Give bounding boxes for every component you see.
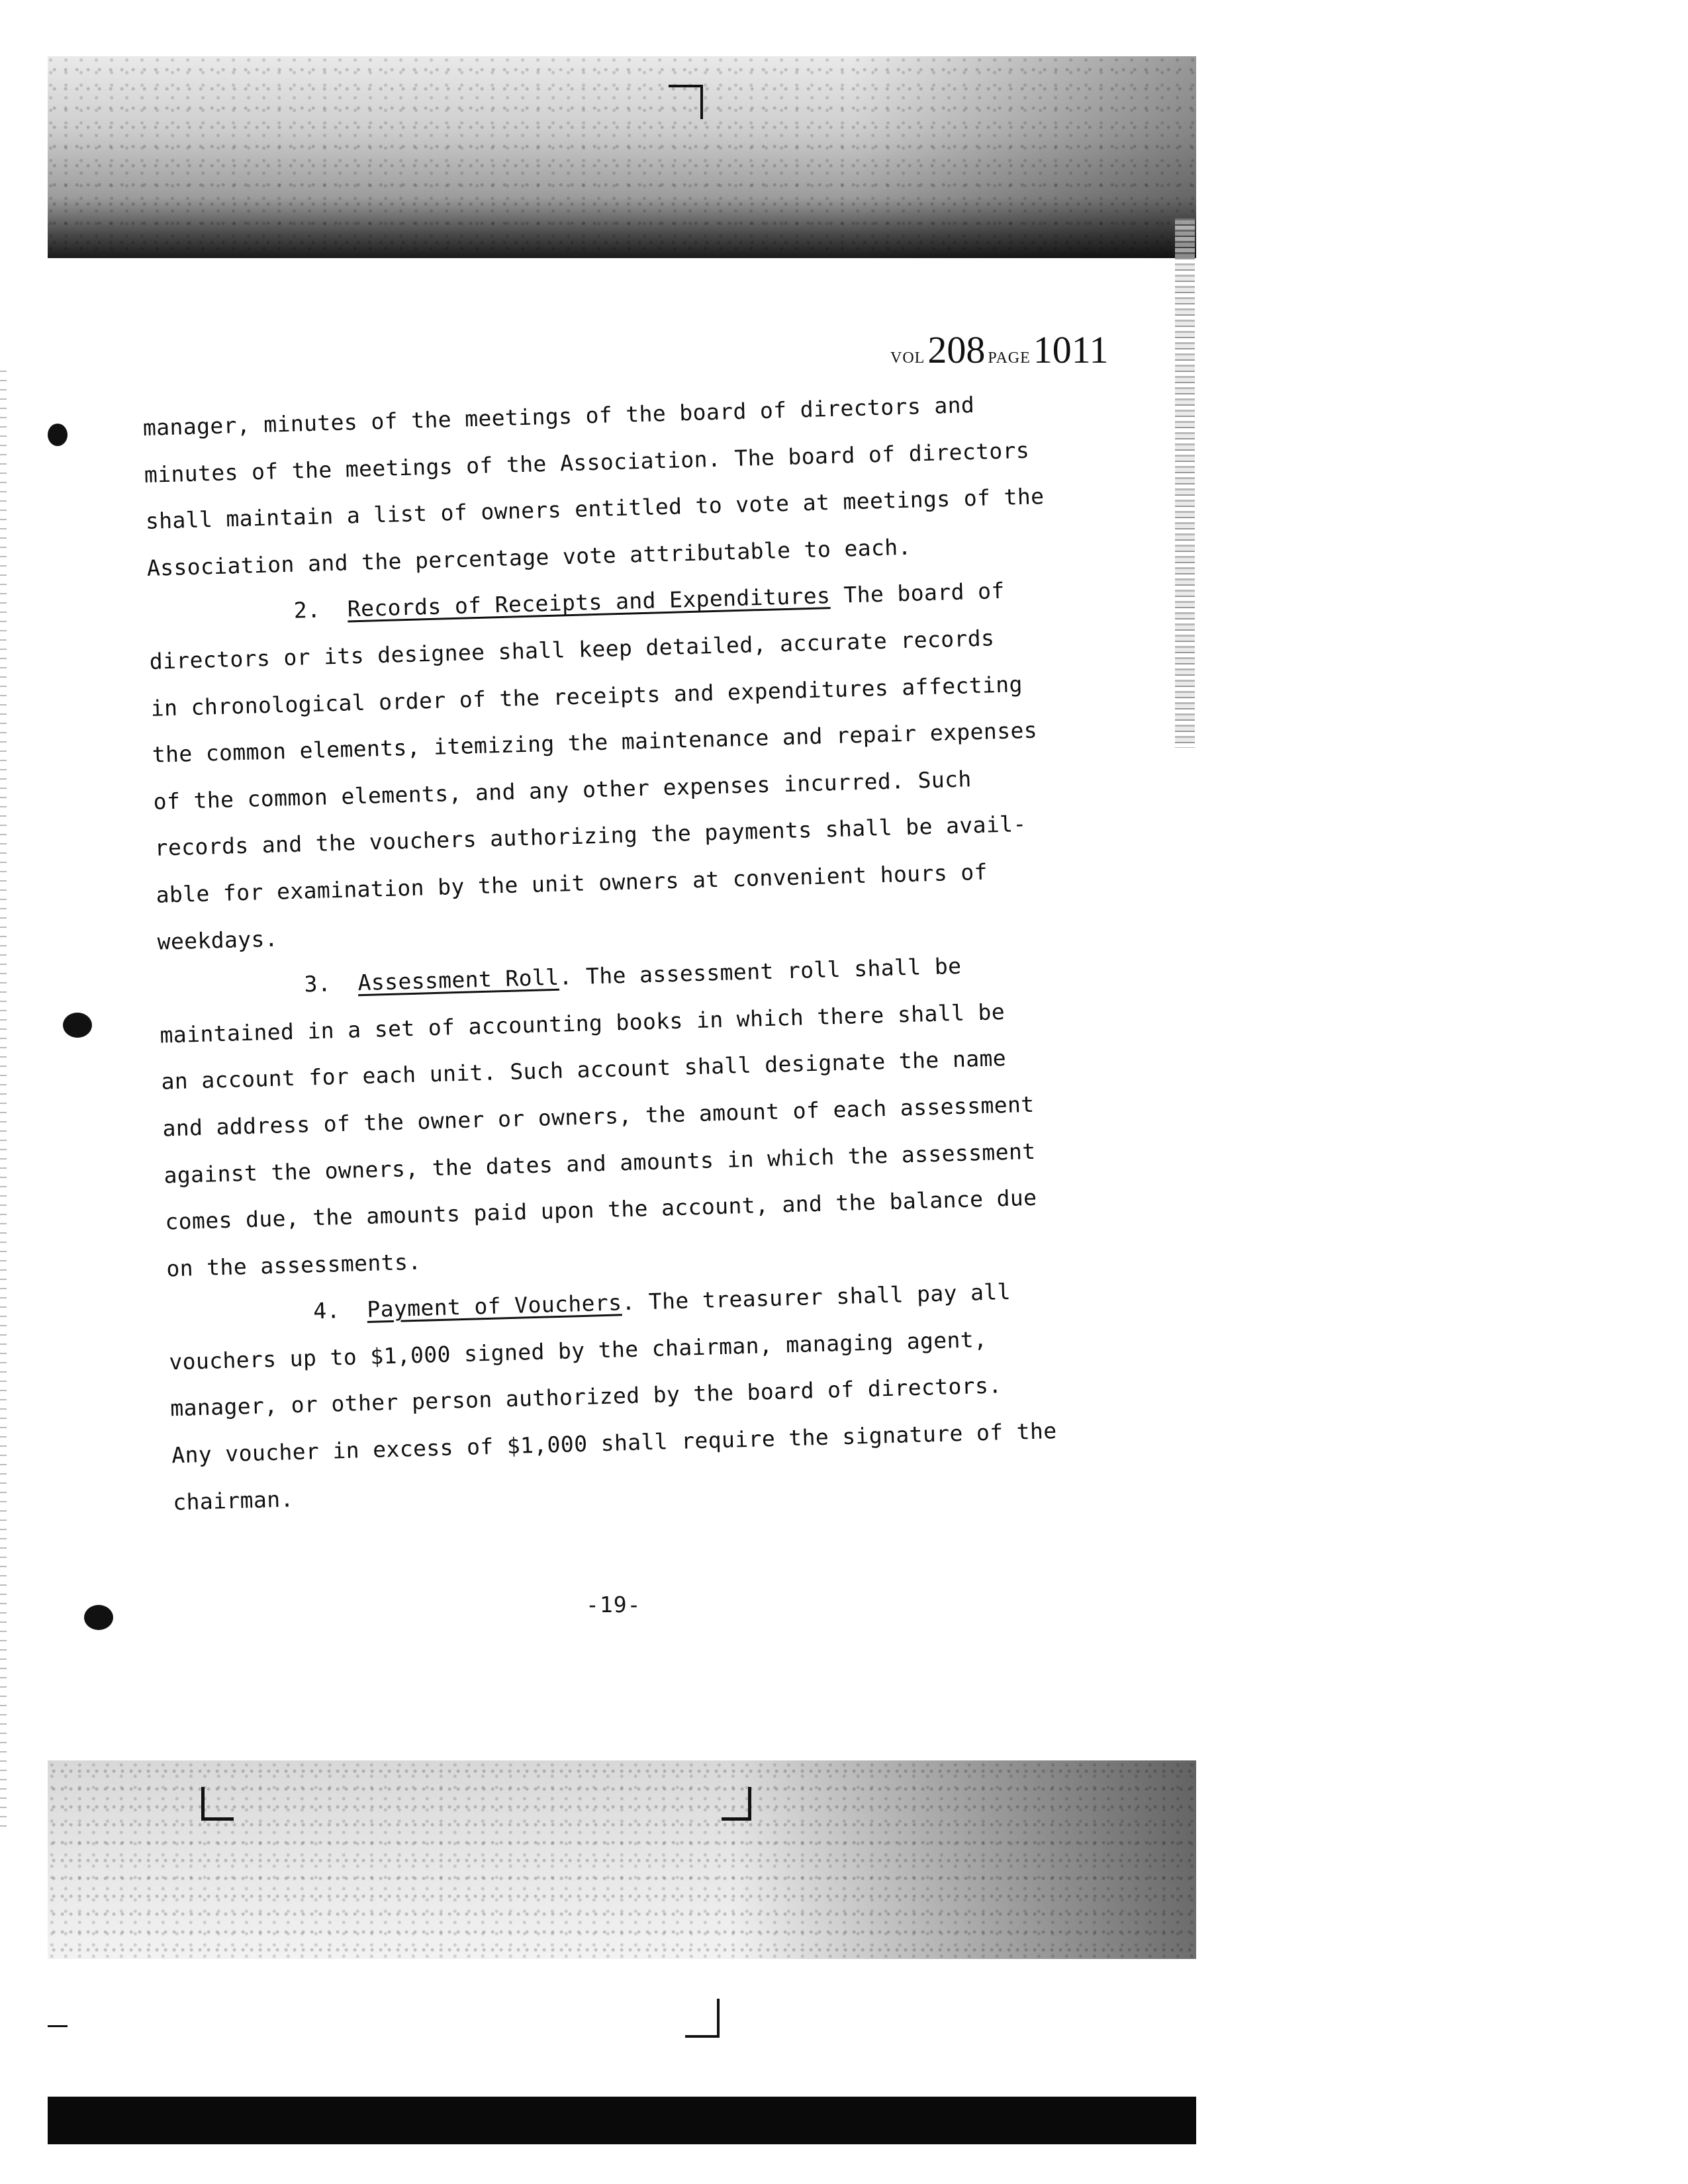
section-records-of-receipts — [148, 565, 1111, 966]
text-line: manager, or other person authorized by the board of directors. — [169, 1372, 1003, 1422]
section-heading: Records of Receipts and Expenditures — [347, 582, 831, 622]
section-heading: Payment of Vouchers — [366, 1289, 622, 1323]
punch-hole-middle — [63, 1013, 92, 1038]
vol-number: 208 — [927, 328, 986, 371]
text-line: against the owners, the dates and amounts in which the assessment — [163, 1138, 1036, 1189]
text-line: on the assessments. — [165, 1248, 422, 1282]
section-number: 4. — [312, 1297, 341, 1324]
scan-noise-top — [48, 56, 1196, 258]
crop-mark-lower — [685, 1999, 720, 2038]
text-line: maintained in a set of accounting books in which there shall be — [160, 998, 1006, 1048]
section-first-line-text: . The treasurer shall pay all — [621, 1279, 1011, 1316]
text-line: able for examination by the unit owners at convenient hours of — [156, 858, 988, 908]
crop-mark-bottom-left — [201, 1787, 234, 1821]
volume-page-stamp — [890, 328, 1109, 374]
intro-paragraph — [142, 379, 1100, 592]
page-number: -19- — [586, 1592, 641, 1617]
crop-mark-bottom-right — [722, 1787, 751, 1821]
text-line: chairman. — [172, 1485, 295, 1516]
text-line: manager, minutes of the meetings of the board of directors and — [142, 391, 975, 441]
scan-black-bar — [48, 2097, 1196, 2144]
text-line: an account for each unit. Such account shall designate the name — [161, 1045, 1007, 1095]
section-assessment-roll — [158, 939, 1120, 1293]
page-edge-shadow — [1175, 218, 1195, 748]
text-line: shall maintain a list of owners entitled to vote at meetings of the — [145, 483, 1045, 535]
crop-mark-top — [669, 85, 703, 119]
text-line: and address of the owner or owners, the amount of each assessment — [162, 1091, 1035, 1142]
text-line: comes due, the amounts paid upon the account, and the balance due — [164, 1184, 1037, 1235]
text-line: the common elements, itemizing the maintenance and repair expenses — [152, 717, 1038, 768]
text-line: minutes of the meetings of the Association. The board of directors — [144, 437, 1030, 488]
punch-hole-bottom — [84, 1605, 113, 1630]
text-line: of the common elements, and any other expenses incurred. Such — [153, 766, 972, 815]
text-line: vouchers up to $1,000 signed by the chairman, managing agent, — [168, 1326, 988, 1375]
document-body — [142, 379, 1127, 1526]
margin-tick — [48, 2025, 68, 2027]
text-line: records and the vouchers authorizing the payments shall be avail- — [154, 811, 1027, 862]
text-line: Any voucher in excess of $1,000 shall require the signature of the — [171, 1418, 1058, 1469]
text-line: in chronological order of the receipts and expenditures affecting — [150, 670, 1023, 721]
text-line: directors or its designee shall keep detailed, accurate records — [149, 625, 995, 674]
vol-label: VOL — [890, 349, 925, 367]
section-number: 3. — [303, 970, 332, 997]
section-payment-of-vouchers — [167, 1266, 1126, 1526]
section-number: 2. — [293, 596, 321, 624]
section-first-line-text: . The assessment roll shall be — [558, 952, 962, 990]
left-margin-noise — [0, 371, 7, 1827]
punch-hole-top — [48, 424, 68, 446]
section-heading: Assessment Roll — [357, 964, 560, 996]
section-first-line-text: The board of — [829, 578, 1006, 609]
text-line: weekdays. — [157, 925, 279, 955]
page-label: PAGE — [988, 349, 1031, 367]
text-line: Association and the percentage vote attributable to each. — [146, 533, 912, 581]
page-number-stamp: 1011 — [1033, 328, 1109, 371]
